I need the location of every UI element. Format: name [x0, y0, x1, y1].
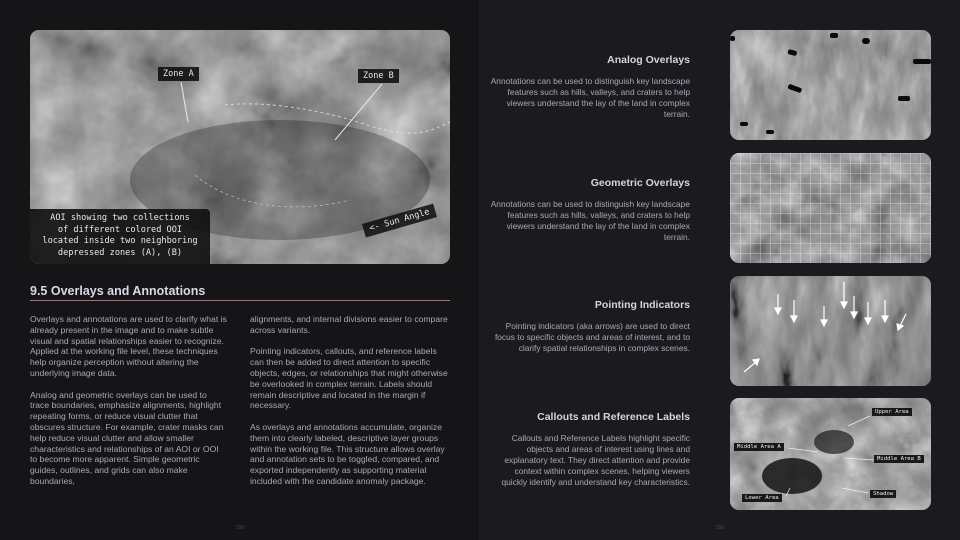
geometric-overlays-image	[730, 153, 931, 263]
body-paragraph: As overlays and annotations accumulate, organize them into clearly labeled, descriptive layer groups within the working file. This structure allows overlay and annotation sets to be toggled, compared, and exported independently as supporting material included with the candidate anomaly package.	[250, 421, 445, 486]
pointing-indicators-image	[730, 276, 931, 386]
feature-title-analog-overlays: Analog Overlays	[607, 54, 690, 66]
body-paragraph: Analog and geometric overlays can be used to trace boundaries, emphasize alignments, highlight repeating forms, or reduce visual clutter that obscures structure. For example, crater masks can help reduce visual clutter and allow smaller characteristics and relationships of an AOI or OOI to become more apparent. Simple geometric guides, outlines, and grids can also make boundaries,	[30, 389, 224, 486]
body-column-a	[30, 314, 228, 498]
feature-title-callouts-labels: Callouts and Reference Labels	[537, 411, 690, 423]
hero-caption	[30, 209, 210, 264]
callout-label-shadow: Shadow	[870, 490, 896, 498]
feature-desc-analog-overlays: Annotations can be used to distinguish key landscape features such as hills, valleys, and craters to help viewers understand the lay of the land in complex terrain.	[490, 76, 690, 119]
body-paragraph: Pointing indicators, callouts, and reference labels can then be added to direct attention to specific objects, edges, or relationships that might otherwise be overlooked in complex terrain. Labels should remain descriptive and located in the margin if necessary.	[250, 346, 448, 411]
geometric-terrain-texture	[730, 153, 931, 263]
feature-desc-pointing-indicators: Pointing indicators (aka arrows) are used to direct focus to specific objects and areas of interest, and to clarify spatial relationships in complex scenes.	[494, 321, 690, 353]
callouts-labels-image	[730, 398, 931, 510]
callout-label-upper-area: Upper Area	[872, 408, 912, 416]
callout-label-middle-area-a: Middle Area A	[734, 443, 784, 451]
body-paragraph: Overlays and annotations are used to clarify what is already present in the image and to make subtle visual and spatial relationships easier to recognize. Applied at the working file level, these techniques help organize perception without altering the underlying image data.	[30, 314, 227, 378]
zone-a-label: Zone A	[158, 67, 199, 81]
section-divider	[30, 300, 450, 301]
feature-title-geometric-overlays: Geometric Overlays	[590, 177, 690, 189]
hero-caption-line: depressed zones (A), (B)	[57, 247, 183, 258]
feature-desc-callouts-labels: Callouts and Reference Labels highlight specific objects and areas of interest using lines and explanatory text. They direct attention and provide context within complex scenes, helping viewers quickly identify and understand key characteristics.	[501, 433, 690, 487]
zone-b-label: Zone B	[358, 69, 399, 83]
page-number-left: 190	[236, 525, 245, 531]
body-column-b	[250, 314, 450, 498]
analog-overlays-image	[730, 30, 931, 140]
hero-caption-line: located inside two neighboring	[42, 236, 198, 246]
sun-angle-label: <- Sun Angle	[362, 204, 437, 238]
right-page	[480, 0, 960, 540]
hero-caption-line: AOI showing two collections	[50, 213, 190, 223]
page-number-right: 191	[716, 525, 725, 531]
body-paragraph: alignments, and internal divisions easier to compare across variants.	[250, 314, 448, 335]
pointing-terrain-texture	[730, 276, 931, 386]
feature-title-pointing-indicators: Pointing Indicators	[594, 299, 690, 311]
feature-desc-geometric-overlays: Annotations can be used to distinguish key landscape features such as hills, valleys, and craters to help viewers understand the lay of the land in complex terrain.	[490, 199, 690, 242]
analog-terrain-texture	[730, 30, 931, 140]
hero-caption-line: of different colored OOI	[57, 224, 183, 235]
callout-label-lower-area: Lower Area	[742, 494, 782, 502]
section-title: 9.5 Overlays and Annotations	[30, 284, 206, 298]
callout-label-middle-area-b: Middle Area B	[874, 455, 924, 463]
